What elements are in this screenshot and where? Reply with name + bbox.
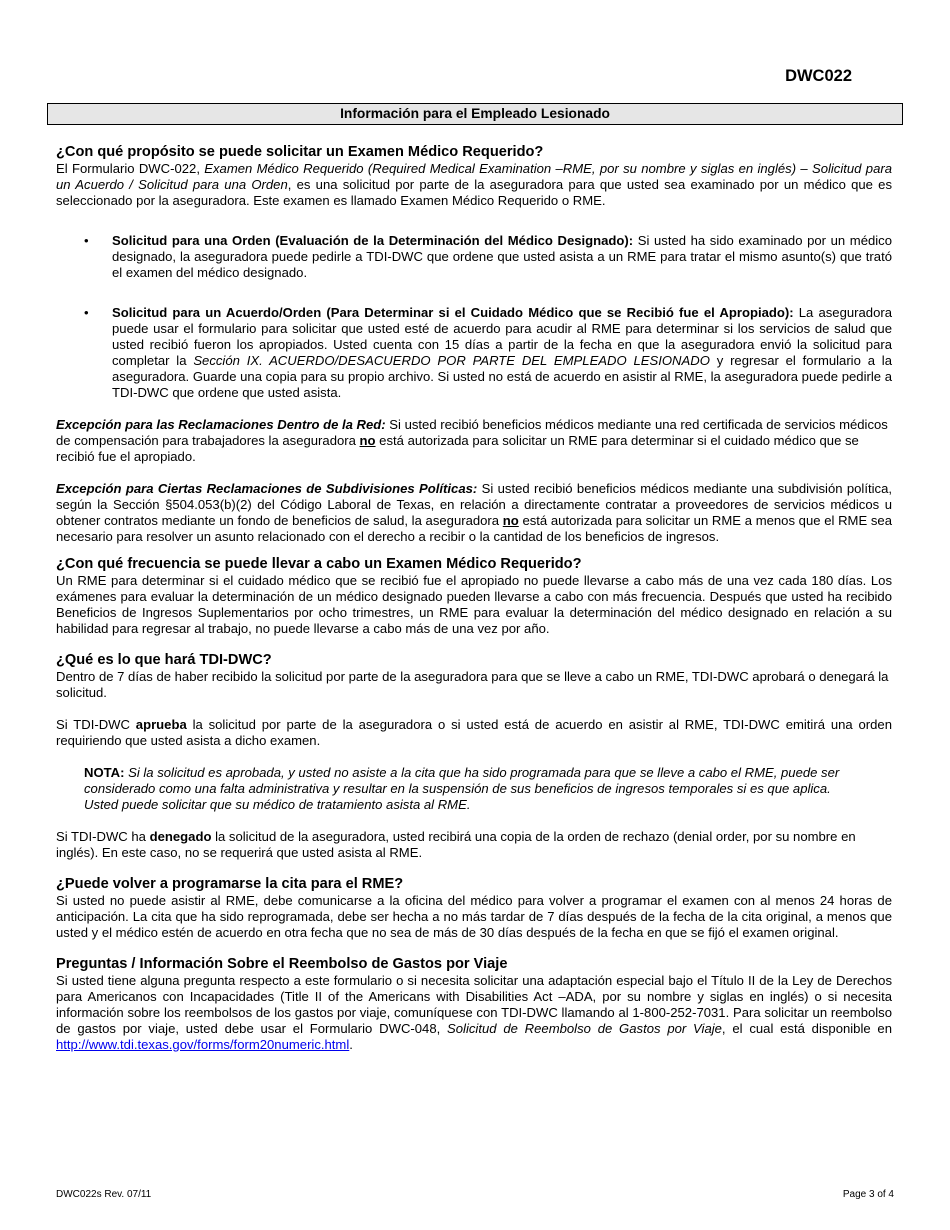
- frequency-paragraph: Un RME para determinar si el cuidado médico que se recibió fue el apropiado no puede llevarse a cabo más de una vez cada 180 días. Los exámenes para evaluar la determinación de un médico designado pueden llevarse a cabo con más frecuencia. Después que usted ha recibido Beneficios de Ingresos Suplementarios por ocho trimestres, un RME para evaluar la determinación del médico designado en relación a su habilidad para regresar al trabajo, no puede llevarse a cabo más de una vez por año.: [56, 573, 892, 636]
- request-types-list: [56, 233, 892, 401]
- political-subdivision-exception: Excepción para Ciertas Reclamaciones de Subdivisiones Políticas: Si usted recibió beneficios médicos mediante una subdivisión política, según la Sección §504.053(b)(2) del Código Laboral de Texas, en relación a directamente contratar a proveedores de servicios médicos u obtener contratos mediante un fondo de beneficios de salud, la aseguradora no está autorizada para solicitar un RME a menos que el RME sea necesario para resolver un asunto relacionado con el derecho a recibir o la cantidad de los beneficios de ingresos.: [56, 481, 892, 544]
- heading-reschedule: ¿Puede volver a programarse la cita para el RME?: [56, 876, 404, 892]
- heading-frequency: ¿Con qué frecuencia se puede llevar a cabo un Examen Médico Requerido?: [56, 556, 582, 572]
- footer-page-number: Page 3 of 4: [842, 1189, 894, 1200]
- forms-link[interactable]: http://www.tdi.texas.gov/forms/form20numeric.html: [56, 1037, 350, 1052]
- denial-paragraph: Si TDI-DWC ha denegado la solicitud de la aseguradora, usted recibirá una copia de la orden de rechazo (denial order, por su nombre en inglés). En este caso, no se requerirá que usted asista al RME.: [56, 829, 856, 860]
- heading-purpose: ¿Con qué propósito se puede solicitar un Examen Médico Requerido?: [56, 144, 544, 160]
- footer-revision: DWC022s Rev. 07/11: [56, 1189, 152, 1200]
- travel-paragraph: Si usted tiene alguna pregunta respecto a este formulario o si necesita solicitar una adaptación especial bajo el Título II de la Ley de Derechos para Americanos con Incapacidades (Title II of the Americans with Disabilities Act –ADA, por su nombre y siglas en inglés) o si necesita información sobre los reembolsos de los gastos por viaje, comuníquese con TDI-DWC llamando al 1-800-252-7031. Para solicitar un reembolso de gastos por viaje, usted debe usar el Formulario DWC-048, Solicitud de Reembolso de Gastos por Viaje, el cual está disponible en http://www.tdi.texas.gov/forms/form20numeric.html.: [56, 973, 892, 1052]
- heading-tdi-dwc: ¿Qué es lo que hará TDI-DWC?: [56, 652, 272, 668]
- tdi-dwc-paragraph: Dentro de 7 días de haber recibido la solicitud por parte de la aseguradora para que se lleve a cabo un RME, TDI-DWC aprobará o denegará la solicitud.: [56, 669, 889, 700]
- reschedule-paragraph: Si usted no puede asistir al RME, debe comunicarse a la oficina del médico para volver a programar el examen con al menos 24 horas de anticipación. La cita que ha sido reprogramada, debe ser hecha a no más tardar de 7 días después de la fecha de la cita original, a menos que usted y el médico estén de acuerdo en otra fecha que no sea de más de 30 días después de la fecha en que se fijó el examen original.: [56, 893, 892, 940]
- network-exception: Excepción para las Reclamaciones Dentro de la Red: Si usted recibió beneficios médicos mediante una red certificada de servicios médicos de compensación para trabajadores la aseguradora no está autorizada para solicitar un RME para determinar si el cuidado médico que se recibió fue el apropiado.: [56, 417, 888, 464]
- bullet-icon: •: [84, 233, 89, 248]
- list-item: • Solicitud para una Orden (Evaluación de la Determinación del Médico Designado): Si usted ha sido examinado por un médico designado, la aseguradora puede pedirle a TDI-DWC que ordene que usted asista a un RME para tratar el mismo asunto(s) que trató el examen del médico designado.: [84, 233, 893, 280]
- purpose-paragraph: El Formulario DWC-022, Examen Médico Requerido (Required Medical Examination –RME, por su nombre y siglas en inglés) – Solicitud para un Acuerdo / Solicitud para una Orden, es una solicitud por parte de la aseguradora para que usted sea examinado por un médico que es seleccionado por la aseguradora. Este examen es llamado Examen Médico Requerido o RME.: [56, 161, 892, 208]
- approval-paragraph: Si TDI-DWC aprueba la solicitud por parte de la aseguradora o si usted está de acuerdo en asistir al RME, TDI-DWC emitirá una orden requiriendo que usted asista a dicho examen.: [56, 717, 892, 748]
- note-paragraph: NOTA: Si la solicitud es aprobada, y usted no asiste a la cita que ha sido programada para que se lleve a cabo el RME, puede ser considerado como una falta administrativa y resultar en la suspensión de sus beneficios de ingresos temporales si es que aplica. Usted puede solicitar que su médico de tratamiento asista al RME.: [84, 765, 840, 812]
- section-title: Información para el Empleado Lesionado: [47, 103, 903, 125]
- form-code: DWC022: [785, 67, 852, 85]
- document-body: [56, 143, 892, 1053]
- bullet-icon: •: [84, 305, 89, 320]
- list-item: • Solicitud para un Acuerdo/Orden (Para Determinar si el Cuidado Médico que se Recibió fue el Apropiado): La aseguradora puede usar el formulario para solicitar que usted esté de acuerdo para acudir al RME para determinar si los servicios de salud que usted recibió fueron los apropiados. Usted cuenta con 15 días a partir de la fecha en que la aseguradora envió la solicitud para completar la Sección IX. ACUERDO/DESACUERDO POR PARTE DEL EMPLEADO LESIONADO y regresar el formulario a la aseguradora. Guarde una copia para su propio archivo. Si usted no está de acuerdo en asistir al RME, la aseguradora puede pedirle a TDI-DWC que ordene que usted asista.: [84, 305, 892, 400]
- heading-travel: Preguntas / Información Sobre el Reembolso de Gastos por Viaje: [56, 956, 508, 972]
